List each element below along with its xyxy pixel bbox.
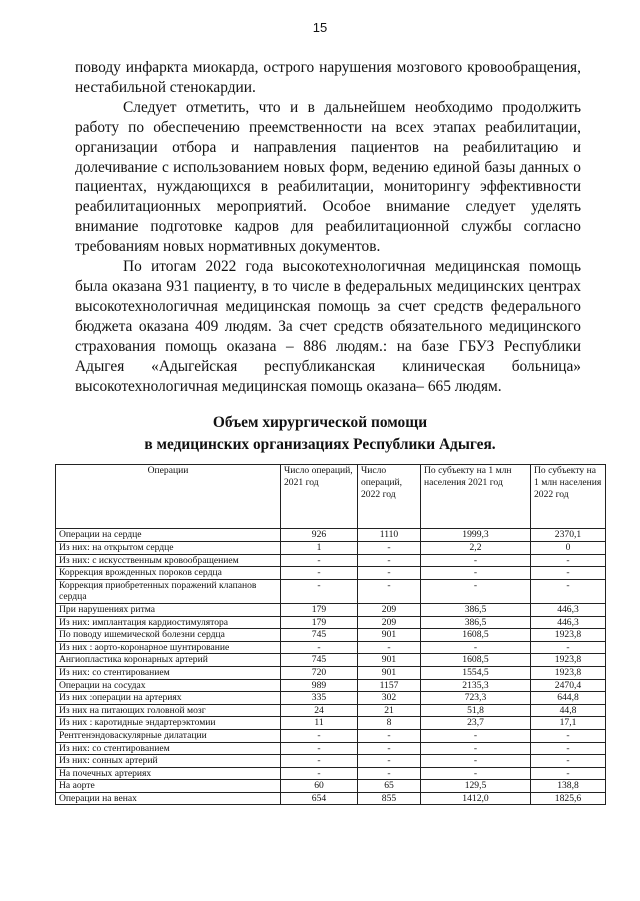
- table-row: [56, 717, 606, 730]
- value-cell: 209: [358, 603, 421, 616]
- value-cell: -: [358, 542, 421, 555]
- value-cell: 901: [358, 629, 421, 642]
- value-cell: -: [358, 755, 421, 768]
- table-row: [56, 641, 606, 654]
- table-row: [56, 629, 606, 642]
- value-cell: 51,8: [421, 704, 531, 717]
- value-cell: -: [281, 641, 358, 654]
- value-cell: -: [358, 641, 421, 654]
- value-cell: 654: [281, 792, 358, 805]
- value-cell: 644,8: [531, 692, 606, 705]
- value-cell: 1999,3: [421, 529, 531, 542]
- value-cell: 1825,6: [531, 792, 606, 805]
- value-cell: 723,3: [421, 692, 531, 705]
- value-cell: 745: [281, 629, 358, 642]
- value-cell: -: [358, 579, 421, 603]
- value-cell: 209: [358, 616, 421, 629]
- value-cell: -: [281, 767, 358, 780]
- operation-name-cell: Из них : аорто-коронарное шунтирование: [56, 641, 281, 654]
- value-cell: -: [358, 567, 421, 580]
- value-cell: -: [358, 554, 421, 567]
- table-title-line: в медицинских организациях Республики Адыгея.: [144, 436, 496, 454]
- operation-name-cell: Из них: со стентированием: [56, 666, 281, 679]
- operation-name-cell: Из них на питающих головной мозг: [56, 704, 281, 717]
- table-row: [56, 616, 606, 629]
- column-header: Число операций, 2022 год: [358, 465, 421, 529]
- table-title-line: Объем хирургической помощи: [212, 414, 428, 432]
- value-cell: 335: [281, 692, 358, 705]
- table-row: [56, 692, 606, 705]
- table-row: [56, 554, 606, 567]
- table-title: [0, 412, 640, 456]
- value-cell: 901: [358, 654, 421, 667]
- table-row: [56, 679, 606, 692]
- table-row: [56, 666, 606, 679]
- value-cell: -: [531, 767, 606, 780]
- value-cell: 720: [281, 666, 358, 679]
- operation-name-cell: Из них : каротидные эндартерэктомии: [56, 717, 281, 730]
- operation-name-cell: Операции на сердце: [56, 529, 281, 542]
- operation-name-cell: Из них: сонных артерий: [56, 755, 281, 768]
- value-cell: 446,3: [531, 603, 606, 616]
- value-cell: 2,2: [421, 542, 531, 555]
- value-cell: -: [531, 755, 606, 768]
- value-cell: 44,8: [531, 704, 606, 717]
- operation-name-cell: Из них: со стентированием: [56, 742, 281, 755]
- value-cell: -: [281, 567, 358, 580]
- value-cell: -: [421, 729, 531, 742]
- operation-name-cell: Коррекция врожденных пороков сердца: [56, 567, 281, 580]
- value-cell: -: [421, 742, 531, 755]
- value-cell: -: [531, 567, 606, 580]
- value-cell: 1554,5: [421, 666, 531, 679]
- value-cell: -: [281, 742, 358, 755]
- value-cell: -: [531, 641, 606, 654]
- value-cell: 989: [281, 679, 358, 692]
- surgery-table: [55, 464, 606, 805]
- value-cell: -: [531, 579, 606, 603]
- value-cell: 21: [358, 704, 421, 717]
- column-header: По субъекту на 1 млн населения 2022 год: [531, 465, 606, 529]
- value-cell: 1: [281, 542, 358, 555]
- value-cell: 1110: [358, 529, 421, 542]
- table-row: [56, 567, 606, 580]
- column-header: Число операций, 2021 год: [281, 465, 358, 529]
- operation-name-cell: Операции на сосудах: [56, 679, 281, 692]
- operation-name-cell: На аорте: [56, 780, 281, 793]
- table-row: [56, 780, 606, 793]
- table-row: [56, 603, 606, 616]
- operation-name-cell: Рентгенэндоваскулярные дилатации: [56, 729, 281, 742]
- value-cell: 926: [281, 529, 358, 542]
- value-cell: 1923,8: [531, 629, 606, 642]
- operation-name-cell: На почечных артериях: [56, 767, 281, 780]
- value-cell: 1923,8: [531, 654, 606, 667]
- table-row: [56, 755, 606, 768]
- table-row: [56, 542, 606, 555]
- value-cell: 60: [281, 780, 358, 793]
- value-cell: 901: [358, 666, 421, 679]
- value-cell: 386,5: [421, 616, 531, 629]
- table-row: [56, 579, 606, 603]
- value-cell: 302: [358, 692, 421, 705]
- body-text: [75, 58, 581, 396]
- value-cell: -: [421, 755, 531, 768]
- value-cell: 1608,5: [421, 654, 531, 667]
- paragraph: По итогам 2022 года высокотехнологичная медицинская помощь была оказана 931 пациенту, в то числе в федеральных медицинских центрах высокотехнологичная медицинская помощь за счет средств федерального бюджета оказана 409 людям. За счет средств обязательного медицинского страхования помощь оказана – 886 людям.: на базе ГБУЗ Республики Адыгея «Адыгейская республиканская клиническая больница» высокотехнологичная медицинская помощь оказана– 665 людям.: [75, 258, 581, 395]
- value-cell: 129,5: [421, 780, 531, 793]
- value-cell: -: [421, 567, 531, 580]
- value-cell: -: [421, 767, 531, 780]
- value-cell: -: [531, 729, 606, 742]
- value-cell: -: [358, 742, 421, 755]
- paragraph: поводу инфаркта миокарда, острого нарушения мозгового кровообращения, нестабильной стенокардии.: [75, 59, 581, 96]
- value-cell: 386,5: [421, 603, 531, 616]
- value-cell: 23,7: [421, 717, 531, 730]
- operation-name-cell: Операции на венах: [56, 792, 281, 805]
- value-cell: -: [421, 579, 531, 603]
- operation-name-cell: Из них: имплантация кардиостимулятора: [56, 616, 281, 629]
- value-cell: 1157: [358, 679, 421, 692]
- value-cell: -: [421, 554, 531, 567]
- table-row: [56, 767, 606, 780]
- table-row: [56, 729, 606, 742]
- operation-name-cell: Коррекция приобретенных поражений клапанов сердца: [56, 579, 281, 603]
- value-cell: 1608,5: [421, 629, 531, 642]
- value-cell: 11: [281, 717, 358, 730]
- value-cell: -: [281, 729, 358, 742]
- table-row: [56, 654, 606, 667]
- value-cell: -: [281, 755, 358, 768]
- operation-name-cell: По поводу ишемической болезни сердца: [56, 629, 281, 642]
- value-cell: -: [358, 729, 421, 742]
- value-cell: 446,3: [531, 616, 606, 629]
- operation-name-cell: Ангиопластика коронарных артерий: [56, 654, 281, 667]
- value-cell: -: [358, 767, 421, 780]
- value-cell: 745: [281, 654, 358, 667]
- value-cell: -: [421, 641, 531, 654]
- value-cell: -: [281, 554, 358, 567]
- operation-name-cell: Из них :операции на артериях: [56, 692, 281, 705]
- table-header-row: [56, 465, 606, 529]
- value-cell: 2470,4: [531, 679, 606, 692]
- paragraph: Следует отметить, что и в дальнейшем необходимо продолжить работу по обеспечению преемственности на всех этапах реабилитации, организации отбора и направления пациентов на реабилитацию и долечивание с использованием новых форм, ведению единой базы данных о пациентах, нуждающихся в реабилитации, мониторингу эффективности реабилитационных мероприятий. Особое внимание следует уделять внимание подготовке кадров для реабилитационной службы согласно требованиям новых нормативных документов.: [75, 98, 581, 256]
- operation-name-cell: При нарушениях ритма: [56, 603, 281, 616]
- value-cell: 1412,0: [421, 792, 531, 805]
- value-cell: 0: [531, 542, 606, 555]
- value-cell: 24: [281, 704, 358, 717]
- value-cell: 179: [281, 616, 358, 629]
- operation-name-cell: Из них: с искусственным кровообращением: [56, 554, 281, 567]
- value-cell: 855: [358, 792, 421, 805]
- page-number: 15: [312, 20, 328, 35]
- table-row: [56, 704, 606, 717]
- value-cell: 138,8: [531, 780, 606, 793]
- value-cell: 1923,8: [531, 666, 606, 679]
- value-cell: 2370,1: [531, 529, 606, 542]
- value-cell: -: [531, 742, 606, 755]
- column-header: По субъекту на 1 млн населения 2021 год: [421, 465, 531, 529]
- column-header: Операции: [56, 465, 281, 529]
- value-cell: 2135,3: [421, 679, 531, 692]
- value-cell: 17,1: [531, 717, 606, 730]
- table-row: [56, 742, 606, 755]
- value-cell: -: [281, 579, 358, 603]
- value-cell: 179: [281, 603, 358, 616]
- operation-name-cell: Из них: на открытом сердце: [56, 542, 281, 555]
- value-cell: -: [531, 554, 606, 567]
- table-row: [56, 792, 606, 805]
- value-cell: 65: [358, 780, 421, 793]
- value-cell: 8: [358, 717, 421, 730]
- table-row: [56, 529, 606, 542]
